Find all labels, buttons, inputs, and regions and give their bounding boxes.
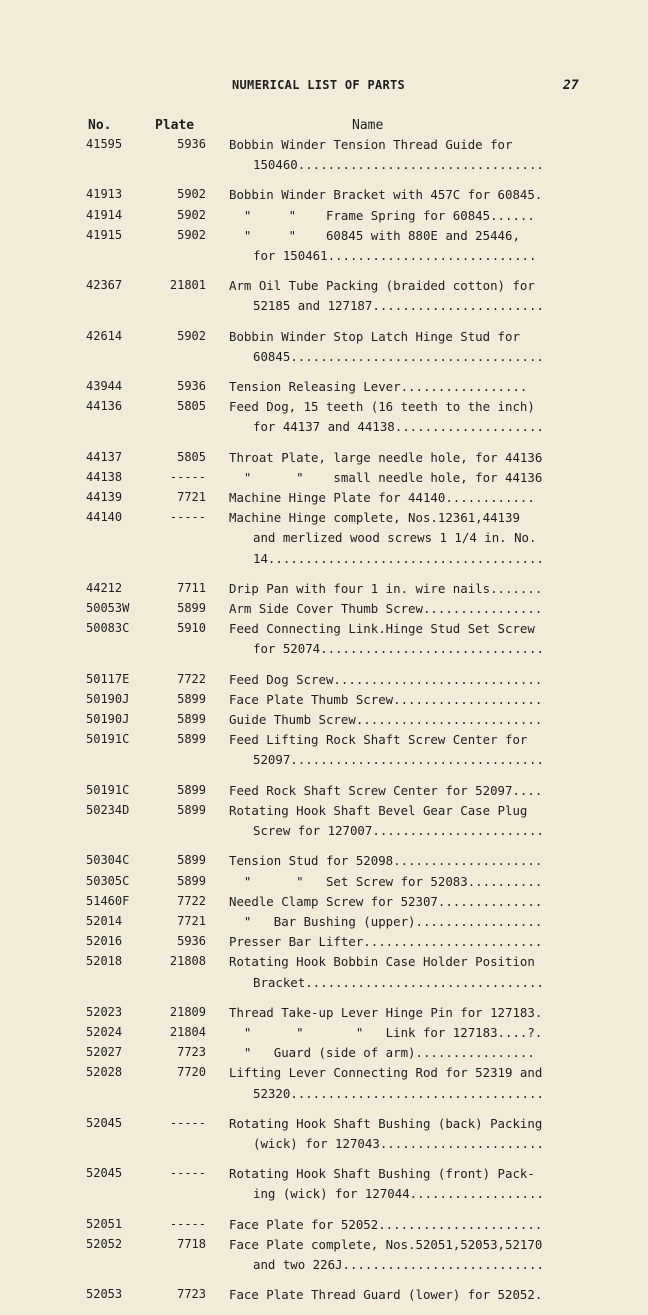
part-description	[229, 226, 599, 266]
part-description	[229, 952, 599, 992]
part-row	[0, 1164, 648, 1204]
description-line: Bobbin Winder Tension Thread Guide for	[229, 137, 513, 152]
plate-number: 5899	[177, 782, 206, 797]
description-line: Face Plate complete, Nos.52051,52053,52170	[229, 1236, 543, 1252]
plate-number: 7723	[177, 1287, 206, 1302]
plate-number: -----	[169, 1216, 206, 1231]
part-row	[0, 276, 648, 316]
plate-number: 7711	[177, 580, 206, 595]
entry-group	[0, 1114, 648, 1154]
part-description	[229, 781, 599, 801]
part-description	[229, 1114, 599, 1154]
part-number: 44138	[86, 469, 123, 484]
part-description	[229, 1023, 599, 1043]
description-line: 52320..................................	[253, 1085, 544, 1101]
plate-number: 5899	[177, 802, 206, 817]
plate-number: 7723	[177, 1045, 206, 1060]
part-row	[0, 670, 648, 690]
entry-group	[0, 1215, 648, 1276]
description-line: ing (wick) for 127044..................	[253, 1186, 544, 1202]
description-line: for 52074..............................	[253, 641, 544, 657]
description-line: Tension Stud for 52098....................	[229, 853, 543, 869]
part-row	[0, 952, 648, 992]
parts-list	[0, 135, 648, 1315]
entry-group	[0, 327, 648, 367]
description-line: Bobbin Winder Bracket with 457C for 60845.	[229, 187, 543, 203]
part-number: 52018	[86, 954, 123, 969]
plate-number: 5910	[177, 621, 206, 636]
part-description	[229, 730, 599, 770]
column-header-name: Name	[352, 118, 384, 133]
part-row	[0, 781, 648, 801]
description-line: Machine Hinge Plate for 44140............	[229, 490, 535, 506]
plate-number: 5902	[177, 207, 206, 222]
part-description	[229, 1003, 599, 1023]
part-row	[0, 1114, 648, 1154]
part-description	[229, 892, 599, 912]
description-line: Needle Clamp Screw for 52307..............	[229, 893, 543, 909]
entry-group	[0, 377, 648, 438]
part-description	[229, 185, 599, 205]
part-description	[229, 327, 599, 367]
plate-number: 7718	[177, 1236, 206, 1251]
description-line: " " " Link for 127183....?.	[229, 1024, 543, 1040]
entry-group	[0, 781, 648, 842]
part-row	[0, 1023, 648, 1043]
entry-group	[0, 276, 648, 316]
part-number: 43944	[86, 379, 123, 394]
entry-group	[0, 579, 648, 660]
description-line: for 44137 and 44138....................	[253, 419, 544, 435]
plate-number: 5902	[177, 187, 206, 202]
part-description	[229, 508, 599, 569]
plate-number: 7721	[177, 913, 206, 928]
plate-number: 21809	[169, 1004, 206, 1019]
description-line: Guide Thumb Screw.........................	[229, 712, 543, 728]
part-row	[0, 579, 648, 599]
part-number: 41595	[86, 137, 123, 151]
entry-group	[0, 1164, 648, 1204]
description-line: 60845..................................	[253, 348, 544, 364]
column-header-no: No.	[88, 118, 112, 133]
column-header-plate: Plate	[155, 118, 195, 133]
description-line: for 150461............................	[253, 248, 537, 264]
plate-number: 5805	[177, 449, 206, 464]
entry-group	[0, 135, 648, 175]
part-number: 41914	[86, 207, 123, 222]
part-number: 42614	[86, 328, 123, 343]
description-line: Feed Dog Screw............................	[229, 671, 543, 687]
part-description	[229, 206, 599, 226]
plate-number: 21804	[169, 1024, 206, 1039]
part-row	[0, 851, 648, 871]
part-number: 52028	[86, 1065, 123, 1080]
page-number: 27	[563, 78, 579, 93]
plate-number: 5899	[177, 691, 206, 706]
description-line: Presser Bar Lifter........................	[229, 934, 543, 950]
part-row	[0, 599, 648, 619]
description-line: " " Set Screw for 52083..........	[229, 873, 543, 889]
part-number: 50191C	[86, 782, 130, 797]
entry-group	[0, 448, 648, 569]
plate-number: -----	[169, 510, 206, 525]
description-line: " " small needle hole, for 44136	[229, 469, 543, 485]
part-row	[0, 185, 648, 205]
part-number: 50234D	[86, 802, 130, 817]
part-description	[229, 397, 599, 437]
part-row	[0, 377, 648, 397]
part-description	[229, 488, 599, 508]
description-line: Tension Releasing Lever.................	[229, 379, 528, 395]
part-row	[0, 690, 648, 710]
plate-number: 5899	[177, 712, 206, 727]
part-row	[0, 872, 648, 892]
part-number: 44136	[86, 399, 123, 414]
plate-number: -----	[169, 469, 206, 484]
description-line: Face Plate for 52052......................	[229, 1216, 543, 1232]
description-line: Drip Pan with four 1 in. wire nails.......	[229, 580, 543, 596]
part-description	[229, 377, 599, 397]
description-line: " Bar Bushing (upper).................	[229, 913, 543, 929]
part-description	[229, 579, 599, 599]
plate-number: -----	[169, 1115, 206, 1130]
part-row	[0, 508, 648, 569]
part-description	[229, 1235, 599, 1275]
part-number: 50191C	[86, 732, 130, 747]
plate-number: 5805	[177, 399, 206, 414]
part-row	[0, 1063, 648, 1103]
part-number: 41913	[86, 187, 123, 202]
description-line: Lifting Lever Connecting Rod for 52319 and	[229, 1065, 543, 1081]
part-row	[0, 1285, 648, 1305]
page-title: NUMERICAL LIST OF PARTS	[232, 78, 406, 92]
part-description	[229, 670, 599, 690]
part-row	[0, 206, 648, 226]
description-line: Feed Dog, 15 teeth (16 teeth to the inch)	[229, 399, 535, 415]
part-number: 50117E	[86, 671, 130, 686]
plate-number: 7720	[177, 1065, 206, 1080]
description-line: Rotating Hook Bobbin Case Holder Position	[229, 954, 535, 970]
part-description	[229, 276, 599, 316]
part-row	[0, 397, 648, 437]
part-number: 52027	[86, 1045, 123, 1060]
part-number: 50053W	[86, 601, 130, 616]
entry-group	[0, 1285, 648, 1305]
part-description	[229, 801, 599, 841]
part-description	[229, 912, 599, 932]
part-row	[0, 801, 648, 841]
description-line: Bobbin Winder Stop Latch Hinge Stud for	[229, 328, 520, 344]
part-description	[229, 872, 599, 892]
description-line: Rotating Hook Shaft Bushing (front) Pack-	[229, 1166, 535, 1182]
part-row	[0, 448, 648, 468]
part-number: 51460F	[86, 893, 130, 908]
plate-number: 5902	[177, 227, 206, 242]
part-number: 52024	[86, 1024, 123, 1039]
description-line: and two 226J...........................	[253, 1256, 544, 1272]
description-line: Rotating Hook Shaft Bevel Gear Case Plug	[229, 802, 528, 818]
plate-number: -----	[169, 1166, 206, 1181]
description-line: Rotating Hook Shaft Bushing (back) Packing	[229, 1115, 543, 1131]
plate-number: 5936	[177, 379, 206, 394]
plate-number: 21801	[169, 278, 206, 293]
description-line: Feed Rock Shaft Screw Center for 52097....	[229, 782, 543, 798]
part-row	[0, 468, 648, 488]
part-description	[229, 448, 599, 468]
part-description	[229, 1043, 599, 1063]
entry-group	[0, 670, 648, 771]
plate-number: 5936	[177, 137, 206, 151]
part-row	[0, 1215, 648, 1235]
part-row	[0, 1003, 648, 1023]
part-number: 52014	[86, 913, 123, 928]
description-line: Feed Lifting Rock Shaft Screw Center for	[229, 732, 528, 748]
part-description	[229, 1063, 599, 1103]
part-number: 52023	[86, 1004, 123, 1019]
description-line: 150460.................................	[253, 157, 544, 173]
part-number: 52016	[86, 934, 123, 949]
description-line: and merlized wood screws 1 1/4 in. No.	[253, 530, 537, 546]
description-line: Thread Take-up Lever Hinge Pin for 127183.	[229, 1004, 543, 1020]
description-line: 52185 and 127187.......................	[253, 298, 544, 314]
part-number: 52045	[86, 1166, 123, 1181]
part-number: 41915	[86, 227, 123, 242]
plate-number: 5936	[177, 934, 206, 949]
part-description	[229, 468, 599, 488]
description-line: 52097..................................	[253, 752, 544, 768]
part-description	[229, 710, 599, 730]
plate-number: 7722	[177, 671, 206, 686]
part-number: 50190J	[86, 712, 130, 727]
plate-number: 5899	[177, 873, 206, 888]
part-number: 50083C	[86, 621, 130, 636]
description-line: (wick) for 127043......................	[253, 1135, 544, 1151]
part-number: 50304C	[86, 853, 130, 868]
description-line: 14.....................................	[253, 550, 544, 566]
part-description	[229, 619, 599, 659]
part-description	[229, 851, 599, 871]
plate-number: 5899	[177, 853, 206, 868]
part-number: 44140	[86, 510, 123, 525]
part-description	[229, 135, 599, 175]
part-number: 52052	[86, 1236, 123, 1251]
part-description	[229, 690, 599, 710]
plate-number: 5899	[177, 601, 206, 616]
description-line: Arm Side Cover Thumb Screw................	[229, 601, 543, 617]
part-number: 44139	[86, 490, 123, 505]
description-line: Face Plate Thumb Screw....................	[229, 691, 543, 707]
part-number: 52045	[86, 1115, 123, 1130]
part-row	[0, 226, 648, 266]
entry-group	[0, 851, 648, 992]
part-row	[0, 932, 648, 952]
part-number: 50305C	[86, 873, 130, 888]
part-row	[0, 619, 648, 659]
entry-group	[0, 1003, 648, 1104]
part-row	[0, 730, 648, 770]
part-number: 44137	[86, 449, 123, 464]
part-row	[0, 892, 648, 912]
part-row	[0, 327, 648, 367]
part-row	[0, 488, 648, 508]
part-number: 42367	[86, 278, 123, 293]
description-line: Screw for 127007.......................	[253, 823, 544, 839]
part-row	[0, 135, 648, 175]
description-line: Throat Plate, large needle hole, for 44136	[229, 449, 543, 465]
part-number: 52053	[86, 1287, 123, 1302]
description-line: " " Frame Spring for 60845......	[229, 207, 535, 223]
description-line: Bracket................................	[253, 974, 544, 990]
part-row	[0, 710, 648, 730]
plate-number: 21808	[169, 954, 206, 969]
part-row	[0, 1043, 648, 1063]
part-description	[229, 599, 599, 619]
part-description	[229, 1215, 599, 1235]
description-line: Arm Oil Tube Packing (braided cotton) for	[229, 278, 535, 294]
description-line: " Guard (side of arm)................	[229, 1045, 535, 1061]
part-number: 52051	[86, 1216, 123, 1231]
plate-number: 7721	[177, 490, 206, 505]
part-description	[229, 1164, 599, 1204]
part-number: 44212	[86, 580, 123, 595]
entry-group	[0, 185, 648, 266]
plate-number: 5899	[177, 732, 206, 747]
part-row	[0, 912, 648, 932]
description-line: Feed Connecting Link.Hinge Stud Set Screw	[229, 621, 535, 637]
part-row	[0, 1235, 648, 1275]
description-line: Machine Hinge complete, Nos.12361,44139	[229, 510, 520, 526]
description-line: Face Plate Thread Guard (lower) for 52052.	[229, 1287, 543, 1303]
page-header	[0, 78, 648, 98]
part-description	[229, 1285, 599, 1305]
plate-number: 5902	[177, 328, 206, 343]
part-description	[229, 932, 599, 952]
plate-number: 7722	[177, 893, 206, 908]
part-number: 50190J	[86, 691, 130, 706]
description-line: " " 60845 with 880E and 25446,	[229, 227, 520, 243]
